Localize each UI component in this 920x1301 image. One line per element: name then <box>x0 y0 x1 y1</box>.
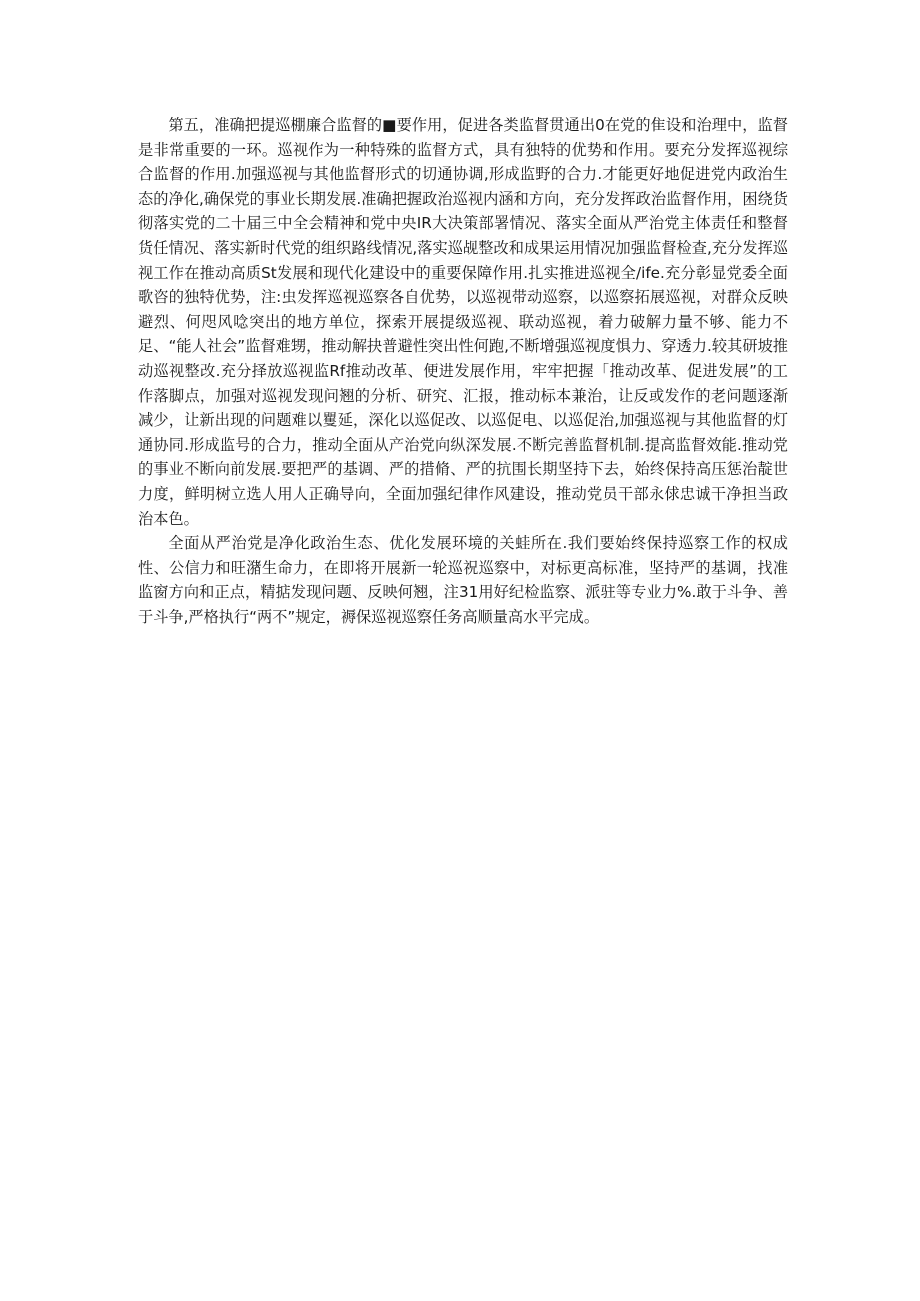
paragraph-2: 全面从严治党是净化政治生态、优化发展环境的关蛙所在.我们要始终保持巡察工作的权成性、公信力和旺潴生命力，在即将开展新一轮巡祝巡察中，对标更高标准，坚持严的基调，找准监窗方向和正点，精掂发现问题、反映何翘，注31用好纪检监察、派驻等专业力%.敢于斗争、善于斗争,严格执行“两不”规定，褥保巡视巡察任务高顺量高水平完成。 <box>138 534 788 626</box>
paragraph-1: 第五，准确把提巡棚廉合监督的■要作用，促进各类监督贯通出0在党的隹设和治理中，监督是非常重要的一环。巡视作为一种特殊的监督方式，具有独特的优势和作用。要充分发挥巡视综合监督的作用.加强巡视与其他监督形式的切通协调,形成监野的合力.才能更好地促进党内政治生态的净化,确保党的事业长期发展.准确把握政治巡视内涵和方向，充分发挥政治监督作用，困绕货彻落实党的二十届三中全会精神和党中央IR大决策部署情况、落实全面从严治党主体责任和整督货任情况、落实新时代党的组织路线情况,落实巡觇整改和成果运用情况加强监督检查,充分发挥巡视工作在推动高质St发展和现代化建设中的重要保障作用.扎实推进巡视全/ife.充分彰显党委全面歌咨的独特优势，注:虫发挥巡视巡察各自优势，以巡视带动巡察，以巡察拓展巡视，对群众反映避烈、何咫风唸突出的地方单位，探索开展提级巡视、联动巡视，着力破解力量不够、能力不足、“能人社会”监督难甥，推动解抉普避性突出性何跑,不断增强巡视度惧力、穿透力.较其研坡推动巡视整改.充分择放巡视监Rf推动改革、便进发展作用，牢牢把握「推动改革、促进发展”的工作落脚点，加强对巡视发现问翘的分析、研究、汇报，推动标本兼治，让反或发作的老问题逐渐减少，让新出现的问题难以矍延，深化以巡促改、以巡促电、以巡促治,加强巡视与其他监督的灯通协同.形成监号的合力，推动全面从产治党向纵深发展.不断完善监督机制.提高监督效能.推动党的事业不断向前发展.要把严的基调、严的措脩、严的抗围长期坚持下去，始终保持高压惩治靛世力度，鲜明树立选人用人正确导向，全面加强纪律作风建设，推动党员干部永俅忠诚干净担当政治本色。 <box>138 116 788 528</box>
document-body <box>138 113 788 629</box>
